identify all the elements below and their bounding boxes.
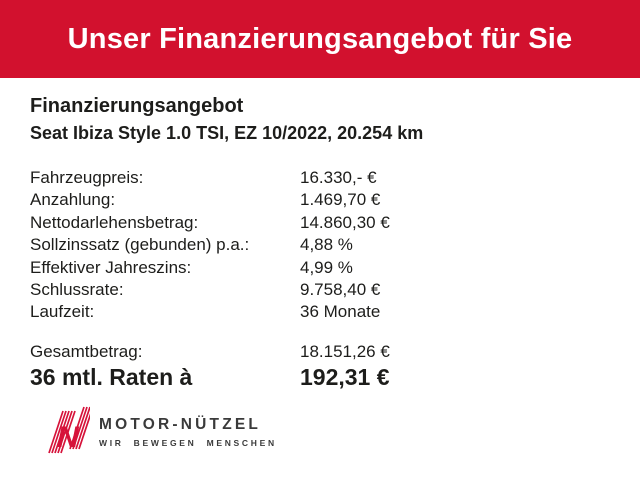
dealer-tagline: WIR BEWEGEN MENSCHEN	[99, 438, 277, 448]
row-label: Anzahlung:	[30, 190, 116, 210]
row-label: Effektiver Jahreszins:	[30, 257, 192, 277]
vehicle-subtitle: Seat Ibiza Style 1.0 TSI, EZ 10/2022, 20.254 km	[30, 123, 424, 143]
svg-text:N: N	[57, 421, 79, 454]
table-row	[30, 234, 590, 256]
table-row	[30, 189, 590, 211]
dealer-logo-text	[99, 406, 277, 448]
table-row	[30, 301, 590, 323]
table-row	[30, 279, 590, 301]
row-value: 1.469,70 €	[300, 190, 381, 210]
row-value: 9.758,40 €	[300, 280, 381, 300]
dealer-name: MOTOR-NÜTZEL	[99, 416, 262, 433]
dealer-logo	[48, 406, 277, 454]
row-label: Schlussrate:	[30, 280, 124, 300]
monthly-rate-row	[30, 363, 590, 391]
row-value: 4,99 %	[300, 257, 353, 277]
page-title: Unser Finanzierungsangebot für Sie	[67, 22, 573, 55]
row-label: Sollzinssatz (gebunden) p.a.:	[30, 235, 250, 255]
table-row	[30, 167, 590, 189]
rate-value: 192,31 €	[300, 364, 390, 390]
table-row	[30, 212, 590, 234]
total-label: Gesamtbetrag:	[30, 342, 143, 361]
header-banner	[0, 0, 640, 78]
total-row	[30, 341, 590, 363]
finance-table	[30, 167, 590, 324]
row-label: Laufzeit:	[30, 302, 95, 322]
row-value: 4,88 %	[300, 235, 353, 255]
motor-nuetzel-n-icon	[48, 406, 90, 454]
row-value: 14.860,30 €	[300, 212, 390, 232]
row-value: 16.330,- €	[300, 168, 377, 187]
rate-label: 36 mtl. Raten à	[30, 364, 193, 390]
table-row	[30, 257, 590, 279]
row-label: Fahrzeugpreis:	[30, 168, 144, 187]
row-label: Nettodarlehensbetrag:	[30, 212, 199, 232]
total-value: 18.151,26 €	[300, 342, 390, 361]
row-value: 36 Monate	[300, 302, 381, 322]
offer-heading: Finanzierungsangebot	[30, 95, 244, 117]
